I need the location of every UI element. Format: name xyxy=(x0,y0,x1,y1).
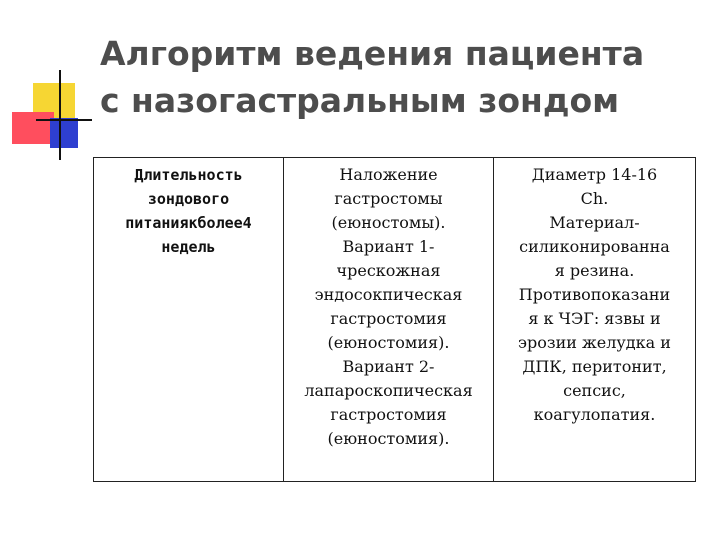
procedure-line: Наложение xyxy=(339,165,438,184)
specifications-line: Материал- xyxy=(549,213,640,232)
specifications-line: силиконированна xyxy=(519,237,670,256)
procedure-text xyxy=(284,158,493,451)
specifications-line: Ch. xyxy=(580,189,609,208)
slide-title xyxy=(100,30,710,124)
procedure-line: Вариант 2- xyxy=(342,357,435,376)
procedure-line: чрескожная xyxy=(336,261,441,280)
info-table xyxy=(93,157,696,482)
procedure-line: (еюностомы). xyxy=(331,213,446,232)
procedure-line: (еюностомия). xyxy=(327,333,450,352)
specifications-line: я к ЧЭГ: язвы и xyxy=(528,309,661,328)
procedure-line: (еюностомия). xyxy=(327,429,450,448)
procedure-line: гастростомы xyxy=(334,189,443,208)
slide-title-line-1: Алгоритм ведения пациента xyxy=(100,34,645,73)
duration-line: недель xyxy=(161,238,216,256)
procedure-line: гастростомия xyxy=(330,309,447,328)
decor-red-square xyxy=(12,112,54,144)
table-cell-duration xyxy=(94,158,284,481)
specifications-line: коагулопатия. xyxy=(533,405,656,424)
duration-line: питаниякболее4 xyxy=(125,214,252,232)
duration-line: Длительность xyxy=(134,166,243,184)
duration-line: зондового xyxy=(147,190,230,208)
slide-title-line-2: с назогастральным зондом xyxy=(100,81,620,120)
decor-vertical-line xyxy=(59,70,61,160)
procedure-line: эндосокпическая xyxy=(314,285,463,304)
duration-text xyxy=(94,158,283,259)
procedure-line: лапароскопическая xyxy=(304,381,473,400)
specifications-line: ДПК, перитонит, xyxy=(522,357,667,376)
procedure-line: Вариант 1- xyxy=(342,237,435,256)
procedure-line: гастростомия xyxy=(330,405,447,424)
specifications-text xyxy=(494,158,695,427)
table-cell-procedure xyxy=(284,158,494,481)
specifications-line: я резина. xyxy=(554,261,635,280)
table-cell-specifications xyxy=(494,158,695,481)
specifications-line: Диаметр 14-16 xyxy=(531,165,658,184)
specifications-line: Противопоказани xyxy=(518,285,671,304)
decor-blue-square xyxy=(50,118,78,148)
decor-horizontal-line xyxy=(36,119,92,121)
specifications-line: сепсис, xyxy=(563,381,626,400)
specifications-line: эрозии желудка и xyxy=(518,333,671,352)
